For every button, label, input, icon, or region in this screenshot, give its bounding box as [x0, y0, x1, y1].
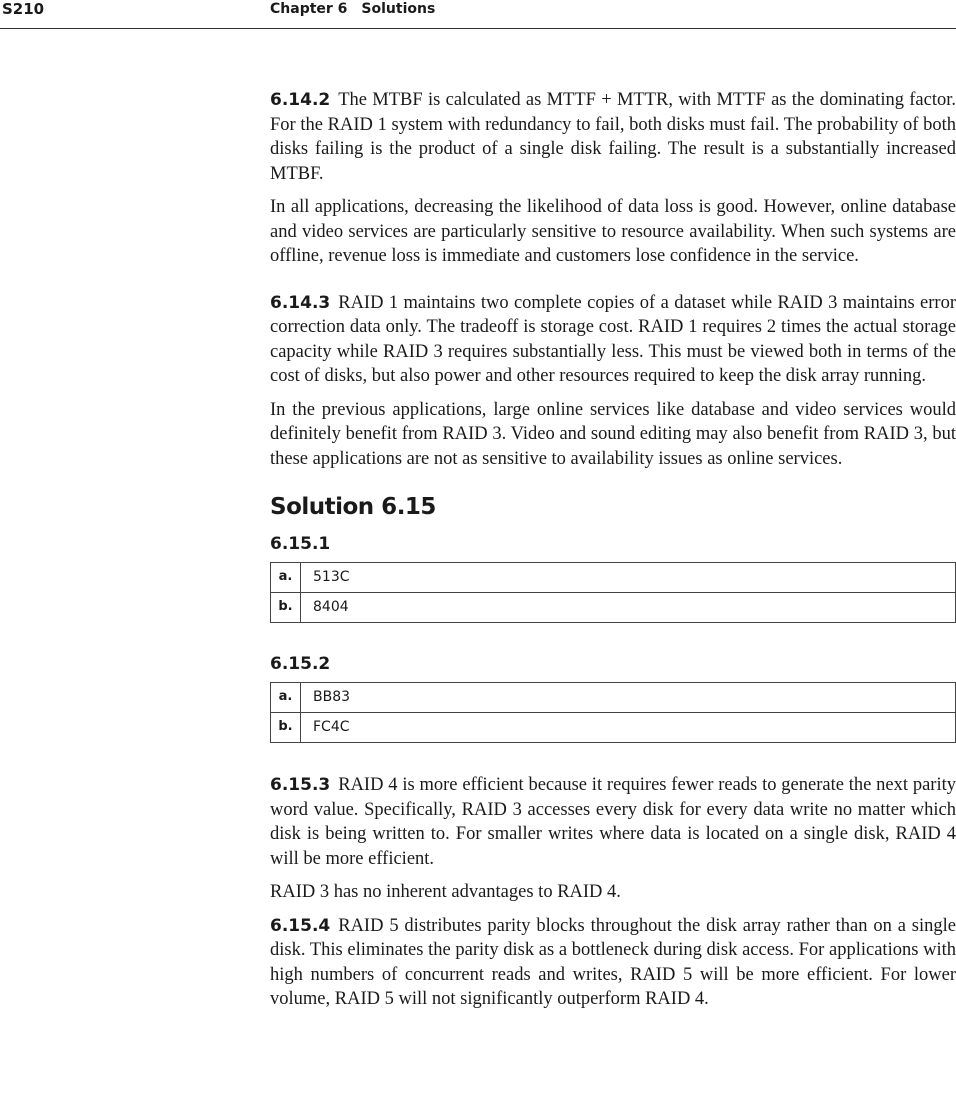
paragraph-6-14-3 [270, 291, 956, 389]
paragraph-text: RAID 5 distributes parity blocks throughout the disk array rather than on a single disk. This eliminates the parity disk as a bottleneck during disk access. For applications with high numbers of concurrent reads and writes, RAID 5 will be more efficient. For lower volume, RAID 5 will not significantly outperform RAID 4. [270, 915, 956, 1009]
answer-table-6-15-2 [270, 682, 956, 743]
table-row [271, 563, 956, 593]
page-content [270, 88, 956, 1021]
paragraph-6-15-3-continued: RAID 3 has no inherent advantages to RAID 4. [270, 882, 621, 902]
page-number: S210 [2, 0, 45, 18]
paragraph-6-15-4 [270, 914, 956, 1012]
chapter-label: Chapter 6 [270, 1, 348, 17]
exercise-number: 6.14.2 [270, 90, 331, 110]
paragraph-text: RAID 1 maintains two complete copies of a dataset while RAID 3 maintains error correction data only. The tradeoff is storage cost. RAID 1 requires 2 times the actual storage capacity while RAID 3 requires substantially less. This must be viewed both in terms of the cost of disks, but also power and other resources required to keep the disk array running. [270, 292, 956, 386]
page-header [0, 0, 956, 29]
row-label: b. [271, 713, 301, 743]
paragraph-text: RAID 4 is more efficient because it requires fewer reads to generate the next parity word value. Specifically, RAID 3 accesses every disk for every data write no matter which disk is being written to. For smaller writes where data is located on a single disk, RAID 4 will be more efficient. [270, 775, 956, 869]
paragraph-6-14-3-continued: In the previous applications, large online services like database and video services would definitely benefit from RAID 3. Video and sound editing may also benefit from RAID 3, but these applications are not as sensitive to availability issues as online services. [270, 399, 956, 469]
section-label: Solutions [361, 1, 436, 17]
exercise-number: 6.14.3 [270, 292, 331, 313]
row-value: 8404 [301, 593, 956, 623]
running-head [270, 1, 435, 17]
row-label: a. [271, 563, 301, 593]
paragraph-6-14-2 [270, 88, 956, 186]
row-label: a. [271, 683, 301, 713]
subheading-6-15-2: 6.15.2 [270, 654, 331, 674]
row-value: BB83 [301, 683, 956, 713]
exercise-number: 6.15.4 [270, 915, 331, 936]
exercise-number: 6.15.3 [270, 775, 331, 795]
paragraph-text: The MTBF is calculated as MTTF + MTTR, with MTTF as the dominating factor. For the RAID 1 system with redundancy to fail, both disks must fail. The probability of both disks failing is the product of a single disk failing. The result is a substantially increased MTBF. [270, 90, 956, 184]
row-value: FC4C [301, 713, 956, 743]
table-row [271, 593, 956, 623]
row-value: 513C [301, 563, 956, 593]
subheading-6-15-1: 6.15.1 [270, 534, 331, 554]
table-row [271, 683, 956, 713]
answer-table-6-15-1 [270, 562, 956, 623]
paragraph-6-15-3 [270, 773, 956, 871]
row-label: b. [271, 593, 301, 623]
paragraph-6-14-2-continued: In all applications, decreasing the likelihood of data loss is good. However, online database and video services are particularly sensitive to resource availability. When such systems are offline, revenue loss is immediate and customers lose confidence in the service. [270, 197, 956, 266]
table-row [271, 713, 956, 743]
solution-heading: Solution 6.15 [270, 494, 436, 520]
